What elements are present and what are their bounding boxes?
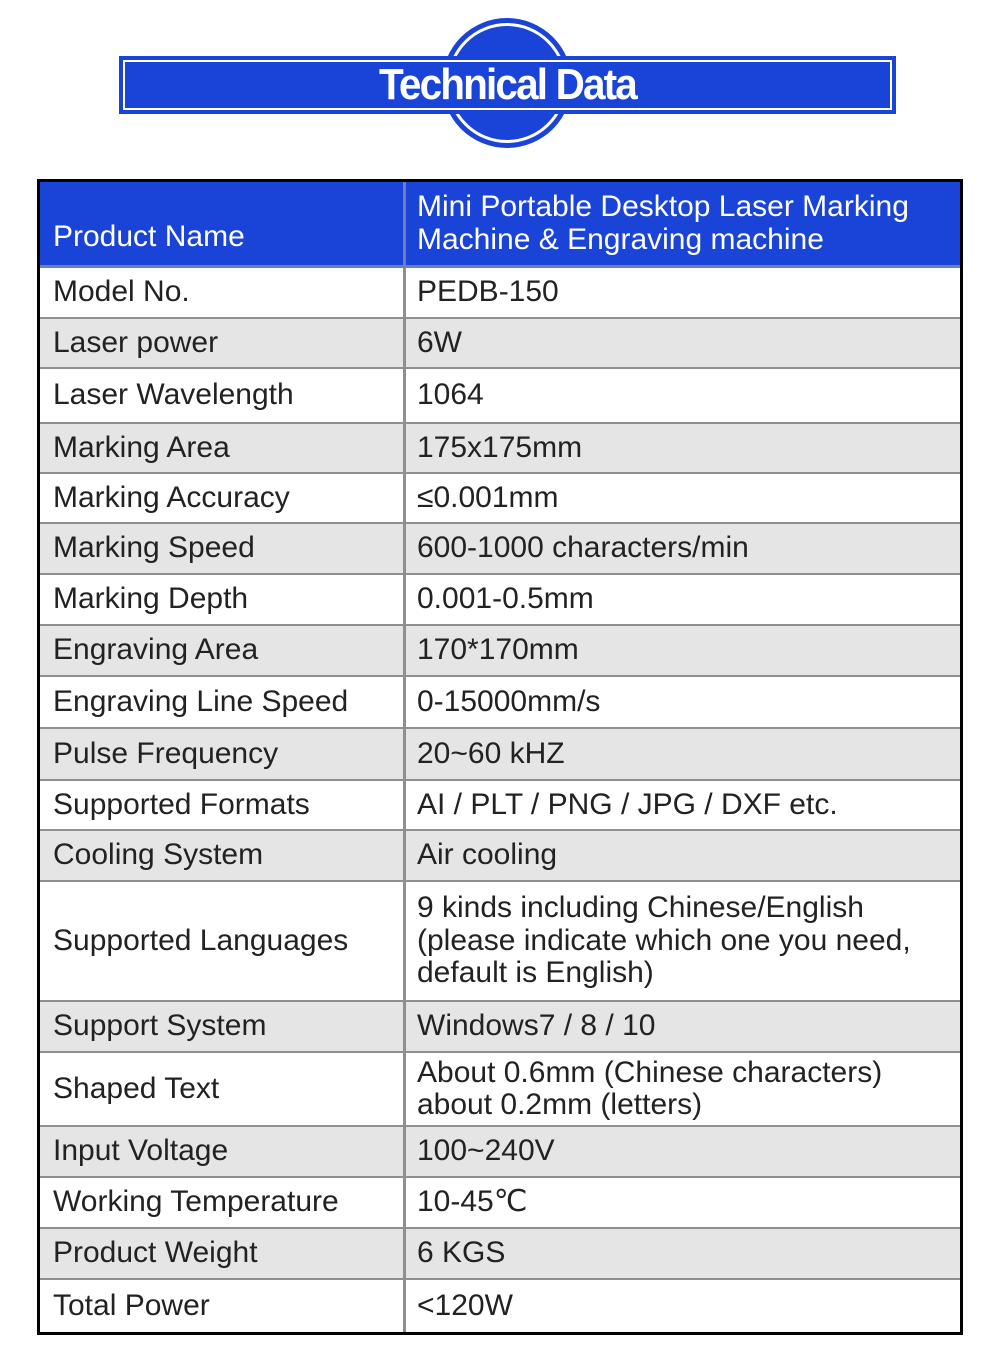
spec-value-line: 100~240V xyxy=(417,1134,555,1168)
spec-value-line: 6W xyxy=(417,325,462,359)
title-badge-overlay xyxy=(442,18,572,148)
column-divider xyxy=(403,882,406,1000)
spec-label: Input Voltage xyxy=(53,1134,229,1168)
spec-value xyxy=(403,1186,960,1218)
spec-label: Working Temperature xyxy=(53,1185,339,1219)
table-row xyxy=(40,474,960,524)
spec-label: Shaped Text xyxy=(53,1071,220,1105)
spec-value-line: default is English) xyxy=(417,956,654,990)
spec-label: Marking Area xyxy=(53,430,230,464)
spec-value-line: PEDB-150 xyxy=(417,275,559,309)
header-value-line: Mini Portable Desktop Laser Marking xyxy=(417,190,909,224)
spec-value xyxy=(403,532,960,564)
spec-value xyxy=(403,482,960,514)
column-divider xyxy=(403,424,406,472)
spec-label: Laser Wavelength xyxy=(53,378,294,412)
spec-value xyxy=(403,1237,960,1269)
spec-value-line: 170*170mm xyxy=(417,633,579,667)
spec-label: Pulse Frequency xyxy=(53,736,279,770)
spec-value xyxy=(403,1135,960,1167)
column-divider xyxy=(403,1229,406,1278)
header-value-line: Machine & Engraving machine xyxy=(417,222,824,256)
spec-value xyxy=(403,1290,960,1322)
column-divider xyxy=(403,268,406,317)
column-divider xyxy=(403,1053,406,1125)
spec-value-line: about 0.2mm (letters) xyxy=(417,1088,703,1121)
spec-value-line: ≤0.001mm xyxy=(417,480,559,514)
spec-label: Engraving Area xyxy=(53,633,259,667)
spec-value-line: <120W xyxy=(417,1288,513,1322)
table-row xyxy=(40,781,960,831)
spec-label: Engraving Line Speed xyxy=(53,684,349,718)
spec-value-line: 6 KGS xyxy=(417,1236,506,1270)
spec-value xyxy=(403,432,960,464)
spec-value xyxy=(403,1010,960,1042)
spec-value xyxy=(403,738,960,770)
spec-value-line: 0-15000mm/s xyxy=(417,684,601,718)
spec-value xyxy=(403,686,960,718)
table-header-row xyxy=(40,182,960,268)
spec-value-line: About 0.6mm (Chinese characters) xyxy=(417,1055,883,1089)
spec-label: Product Weight xyxy=(53,1236,258,1270)
spec-label: Marking Speed xyxy=(53,531,255,565)
spec-value-line: AI / PLT / PNG / JPG / DXF etc. xyxy=(417,787,838,821)
spec-value-line: 1064 xyxy=(417,378,484,412)
spec-label: Cooling System xyxy=(53,838,264,872)
column-divider xyxy=(403,474,406,522)
column-divider xyxy=(403,1002,406,1051)
spec-value-line: 10-45℃ xyxy=(417,1185,528,1219)
table-row xyxy=(40,677,960,729)
column-divider xyxy=(403,1127,406,1176)
spec-value-line: 9 kinds including Chinese/English xyxy=(417,891,864,925)
column-divider xyxy=(403,319,406,367)
table-row xyxy=(40,1178,960,1229)
table-row xyxy=(40,626,960,677)
spec-label: Marking Accuracy xyxy=(53,480,290,514)
table-row xyxy=(40,1229,960,1280)
page-title: Technical Data xyxy=(379,60,636,109)
spec-label: Support System xyxy=(53,1009,267,1043)
column-divider xyxy=(403,182,406,265)
column-divider xyxy=(403,369,406,422)
table-row xyxy=(40,268,960,319)
table-row xyxy=(40,524,960,575)
table-row xyxy=(40,1053,960,1127)
spec-value-line: (please indicate which one you need, xyxy=(417,923,911,957)
table-body xyxy=(40,268,960,1332)
spec-label: Supported Languages xyxy=(53,923,349,957)
spec-label: Laser power xyxy=(53,325,219,359)
table-row xyxy=(40,831,960,882)
table-row xyxy=(40,882,960,1002)
spec-value xyxy=(403,583,960,615)
table-row xyxy=(40,424,960,474)
table-row xyxy=(40,1002,960,1053)
column-divider xyxy=(403,831,406,880)
column-divider xyxy=(403,781,406,829)
spec-value xyxy=(403,1057,960,1122)
table-row xyxy=(40,319,960,369)
spec-value xyxy=(403,327,960,359)
table-row xyxy=(40,575,960,626)
header-value xyxy=(403,191,960,256)
column-divider xyxy=(403,1178,406,1227)
spec-value xyxy=(403,379,960,411)
column-divider xyxy=(403,677,406,727)
spec-value xyxy=(403,634,960,666)
spec-value-line: 20~60 kHZ xyxy=(417,736,565,770)
column-divider xyxy=(403,626,406,675)
header-label: Product Name xyxy=(53,220,245,254)
table-row xyxy=(40,1127,960,1178)
spec-label: Model No. xyxy=(53,275,190,309)
table-row xyxy=(40,729,960,781)
spec-label: Marking Depth xyxy=(53,582,249,616)
spec-value-line: Air cooling xyxy=(417,838,558,872)
spec-value-line: Windows7 / 8 / 10 xyxy=(417,1009,656,1043)
column-divider xyxy=(403,575,406,624)
table-row xyxy=(40,369,960,424)
spec-value xyxy=(403,892,960,989)
spec-value xyxy=(403,276,960,308)
spec-value-line: 600-1000 characters/min xyxy=(417,531,749,565)
column-divider xyxy=(403,524,406,573)
table-row xyxy=(40,1280,960,1332)
column-divider xyxy=(403,1280,406,1332)
spec-value-line: 0.001-0.5mm xyxy=(417,582,594,616)
spec-label: Total Power xyxy=(53,1288,210,1322)
spec-value-line: 175x175mm xyxy=(417,430,583,464)
spec-value xyxy=(403,789,960,821)
spec-label: Supported Formats xyxy=(53,787,310,821)
column-divider xyxy=(403,729,406,779)
spec-value xyxy=(403,839,960,871)
spec-table xyxy=(37,179,963,1335)
